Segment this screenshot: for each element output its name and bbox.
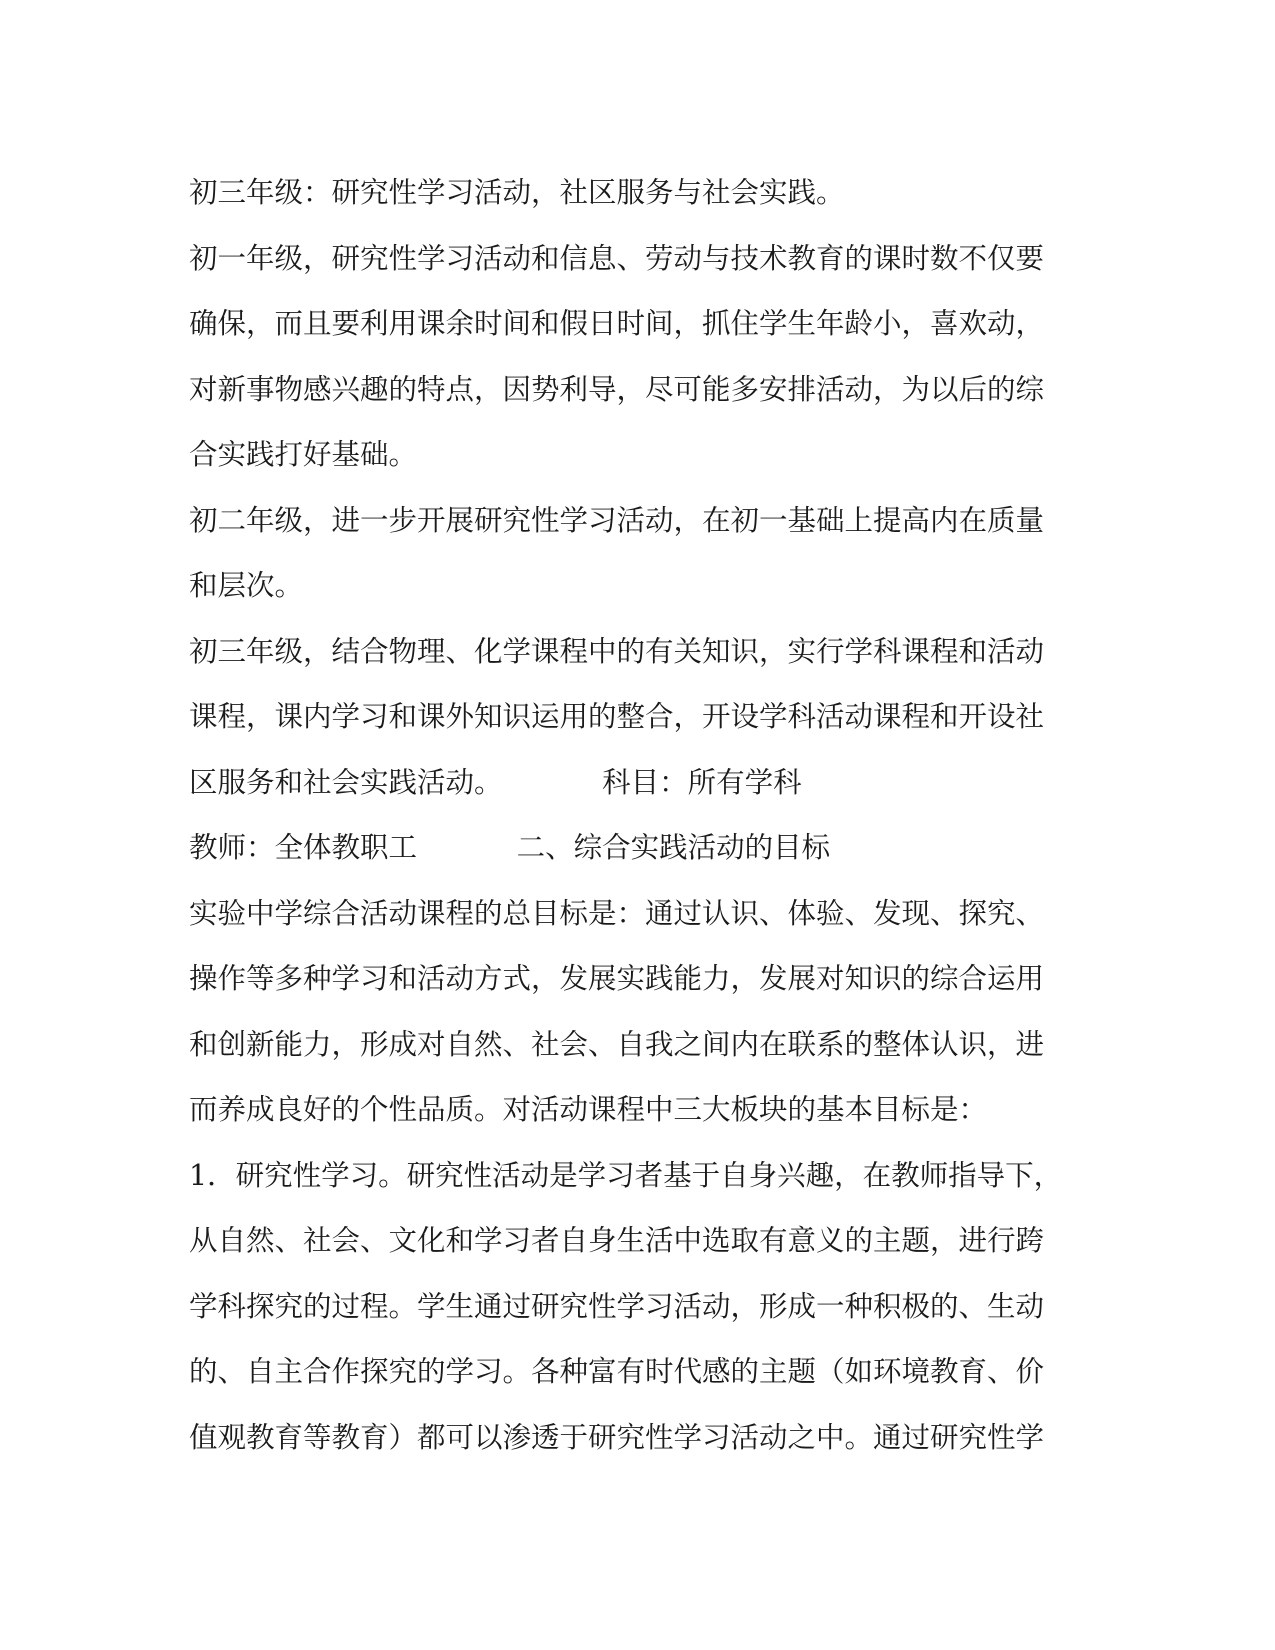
- text-line: 值观教育等教育）都可以渗透于研究性学习活动之中。通过研究性学: [189, 1420, 1045, 1454]
- text-line: 教师：全体教职工 二、综合实践活动的目标: [189, 831, 831, 864]
- text-line: 初三年级，结合物理、化学课程中的有关知识，实行学科课程和活动: [189, 634, 1045, 668]
- text-line: 学科探究的过程。学生通过研究性学习活动，形成一种积极的、生动: [189, 1289, 1045, 1323]
- text-line: 从自然、社会、文化和学习者自身生活中选取有意义的主题，进行跨: [189, 1224, 1045, 1257]
- text-line: 实验中学综合活动课程的总目标是：通过认识、体验、发现、探究、: [189, 896, 1045, 930]
- text-line: 初一年级，研究性学习活动和信息、劳动与技术教育的课时数不仅要: [189, 241, 1045, 275]
- text-line: 初二年级，进一步开展研究性学习活动，在初一基础上提高内在质量: [189, 503, 1045, 537]
- text-line: 和创新能力，形成对自然、社会、自我之间内在联系的整体认识，进: [189, 1027, 1045, 1061]
- text-line: 课程，课内学习和课外知识运用的整合，开设学科活动课程和开设社: [189, 700, 1045, 733]
- text-line: 区服务和社会实践活动。 科目：所有学科: [189, 765, 802, 799]
- text-line: 而养成良好的个性品质。对活动课程中三大板块的基本目标是：: [189, 1093, 988, 1126]
- text-line: 和层次。: [189, 569, 304, 602]
- text-line: 合实践打好基础。: [189, 438, 418, 471]
- text-line: 对新事物感兴趣的特点，因势利导，尽可能多安排活动，为以后的综: [189, 372, 1045, 406]
- text-line: 确保，而且要利用课余时间和假日时间，抓住学生年龄小，喜欢动，: [189, 307, 1045, 340]
- text-line: 的、自主合作探究的学习。各种富有时代感的主题（如环境教育、价: [189, 1355, 1045, 1388]
- text-line: 1．研究性学习。研究性活动是学习者基于自身兴趣，在教师指导下，: [189, 1158, 1063, 1192]
- text-line: 操作等多种学习和活动方式，发展实践能力，发展对知识的综合运用: [189, 962, 1045, 995]
- text-line: 初三年级：研究性学习活动，社区服务与社会实践。: [189, 176, 845, 209]
- document-body: [189, 160, 1069, 1470]
